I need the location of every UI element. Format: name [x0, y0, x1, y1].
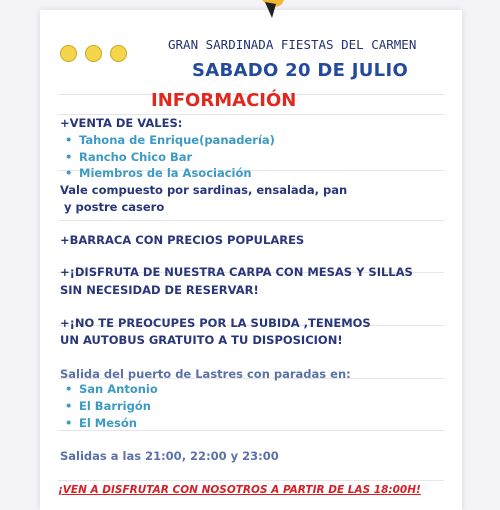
pushpin-icon: [252, 0, 292, 20]
window-dots: [60, 45, 127, 62]
vales-description: y postre casero: [60, 200, 165, 214]
autobus-note: +¡NO TE PREOCUPES POR LA SUBIDA ,TENEMOS: [60, 316, 371, 330]
list-item: • Rancho Chico Bar: [65, 150, 192, 164]
event-date: SABADO 20 DE JULIO: [192, 60, 409, 81]
route-intro: Salida del puerto de Lastres con paradas en:: [60, 367, 351, 381]
departure-times: Salidas a las 21:00, 22:00 y 23:00: [60, 449, 279, 463]
list-item: • Tahona de Enrique(panadería): [65, 133, 275, 147]
list-item: • Miembros de la Asociación: [65, 166, 252, 180]
carpa-note: +¡DISFRUTA DE NUESTRA CARPA CON MESAS Y SILLAS: [60, 265, 413, 279]
dot-icon: [85, 45, 102, 62]
event-title: GRAN SARDINADA FIESTAS DEL CARMEN: [168, 37, 417, 52]
ruled-line: [58, 220, 444, 221]
barraca-note: +BARRACA CON PRECIOS POPULARES: [60, 233, 305, 247]
section-heading: INFORMACIÓN: [151, 90, 297, 111]
flyer-sheet: [40, 10, 462, 510]
autobus-note: UN AUTOBUS GRATUITO A TU DISPOSICION!: [60, 333, 343, 347]
vales-heading: +VENTA DE VALES:: [60, 116, 183, 130]
closing-call: ¡VEN A DISFRUTAR CON NOSOTROS A PARTIR DE LAS 18:00H!: [58, 484, 421, 496]
list-item: • El Barrigón: [65, 399, 151, 413]
dot-icon: [110, 45, 127, 62]
ruled-line: [58, 480, 444, 481]
ruled-line: [58, 430, 444, 431]
dot-icon: [60, 45, 77, 62]
list-item: • San Antonio: [65, 382, 158, 396]
list-item: • El Mesón: [65, 416, 137, 430]
carpa-note: SIN NECESIDAD DE RESERVAR!: [60, 283, 259, 297]
vales-description: Vale compuesto por sardinas, ensalada, pan: [60, 183, 348, 197]
ruled-line: [58, 114, 444, 115]
